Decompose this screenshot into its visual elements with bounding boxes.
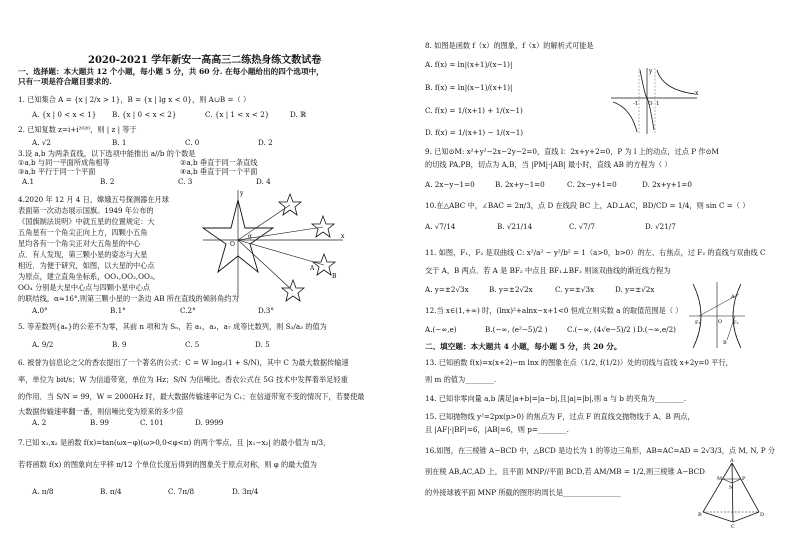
q3-option-a: A.1: [22, 177, 35, 186]
star-label-y: y: [240, 190, 244, 197]
star-label-x: x: [341, 233, 345, 240]
q4-line-9: OO₄ 分别是大星中心点与四颗小星中心点: [18, 283, 150, 292]
tet-label-p: P: [742, 476, 746, 482]
q11-option-c: C. y=±√3x: [555, 285, 595, 294]
q12-option-b: B.(−∞, (e²−5)/2 ): [485, 325, 548, 334]
question-5: 5. 等差数列{aₙ}的公差不为零，其前 n 项和为 Sₙ，若 a₁，a₃，a₇ 成等比数列，则 S₃/a₃ 的值为: [18, 322, 327, 331]
q15-line-1: 15. 已知抛物线 y²=2px(p>0) 的焦点为 F，过点 F 的直线交抛物线于 A、B 两点，: [425, 412, 695, 421]
q2-option-a: A. √2: [32, 138, 51, 147]
q6-option-b: B. 99: [90, 418, 109, 427]
q10-option-d: D. √21/7: [645, 222, 676, 231]
q4-line-6: 点．有人发现，第三颗小星的姿态与大星: [18, 250, 148, 259]
q7-option-c: C. 7π/8: [168, 487, 195, 496]
tet-label-m: M: [717, 476, 723, 482]
tet-label-b: B: [698, 512, 702, 518]
q3-option-c: C. 3: [178, 177, 193, 186]
q8-option-d: D. f(x) = 1/(x+1) − 1/(x−1): [425, 128, 524, 137]
q9-option-b: B. 2x+y−1=0: [495, 180, 545, 189]
q1-option-d: D. ℝ: [290, 110, 307, 119]
q15-line-2: 且 |AF|·|BF|=6，|AB|=6，则 p=________.: [425, 425, 569, 434]
tet-label-n: N: [729, 485, 734, 491]
q5-option-d: D. 5: [255, 340, 270, 349]
q6-option-a: A. 2: [32, 418, 47, 427]
question-14: 14. 已知非零向量 a,b 满足|a+b|=|a−b|,且|a|=|b|,则 a 与 b 的夹角为________.: [425, 394, 687, 403]
q6-line-2: 率，单位为 bit/s；W 为信道带宽，单位为 Hz；S/N 为信噪比。香农公式在 5G 技术中发挥着举足轻重: [18, 375, 348, 384]
q9-option-a: A. 2x−y−1=0: [425, 180, 475, 189]
q13-line-2: 则 m 的值为________.: [425, 375, 497, 384]
q5-option-c: C. 5: [185, 340, 200, 349]
q1-option-b: B. {x | 0 < x < 2}: [112, 110, 177, 119]
question-12: 12.当 x∈(1,+∞) 时，(lnx)²+alnx−x+1<0 恒成立则实数 a 的取值范围是（ ）: [425, 306, 683, 315]
star-label-a: A: [310, 265, 315, 272]
q4-line-4: 五角星有一个角尖正向上方，四颗小五角: [18, 228, 148, 237]
hyp-label-o: O: [718, 319, 723, 325]
q4-line-1: 4.2020 年 12 月 4 日，嫦娥五号探测器在月球: [18, 195, 169, 204]
q3-statement-2: ②a,b 垂直于同一条直线: [180, 158, 258, 167]
q4-option-a: A.0°: [32, 306, 48, 315]
q11-option-d: D. y=±√2x: [615, 285, 655, 294]
q7-line-2: 若将函数 f(x) 的图象向左平移 π/12 个单位长度后得到的图象关于原点对称，则 φ 的最大值为: [18, 460, 317, 469]
q4-line-5: 星均各有一个角尖正对大五角星的中心: [18, 239, 141, 248]
function-graph-figure: [609, 66, 699, 136]
q3-option-b: B. 2: [100, 177, 115, 186]
q4-line-8: 为原点，建立直角坐标系，OO₁,OO₂,OO₃,: [18, 272, 156, 281]
q7-option-b: B. π/4: [100, 487, 122, 496]
hyp-label-b: B: [723, 340, 727, 346]
q4-line-3: 《国旗制法说明》中就五星的位置规定：大: [18, 217, 155, 226]
q6-option-c: C. 101: [140, 418, 164, 427]
q8-option-c: C. f(x) = 1/(x+1) + 1/(x−1): [425, 106, 523, 115]
q3-statement-3: ③a,b 平行于同一个平面: [18, 167, 96, 176]
q12-option-c: C.(−∞, (4√e−5)/2 ): [567, 325, 636, 334]
q2-option-d: D. 2: [258, 138, 273, 147]
q5-option-b: B. 9: [112, 340, 127, 349]
q10-option-b: B. √21/14: [497, 222, 533, 231]
q6-line-4: 大数据传输速率翻一番，则信噪比变为原来的多少倍: [18, 407, 184, 416]
q3-option-d: D. 4: [256, 177, 271, 186]
hyp-label-f1: F₁: [695, 320, 701, 326]
q4-option-b: B.1°: [110, 306, 126, 315]
q11-line-1: 11. 如图，F₁，F₂ 是双曲线 C: x²/a² − y²/b² = 1（a>0，b>0）的左、右焦点，过 F₂ 的直线与双曲线 C: [425, 248, 766, 257]
q5-option-a: A. 9/2: [32, 340, 54, 349]
q3-statement-4: ④a,b 垂直于同一个平面: [180, 167, 258, 176]
graph-label-o: O: [648, 101, 653, 107]
section-1-heading-2: 只有一项是符合题目要求的.: [18, 77, 112, 86]
q9-line-2: 的切线 PA,PB，切点为 A,B，当 |PM|·|AB| 最小时，直线 AB 的方程为（ ）: [425, 160, 672, 169]
graph-label-1: 1: [656, 101, 660, 107]
q7-line-1: 7.已知 x₁,x₂ 是函数 f(x)=tan(ωx−φ)(ω>0,0<φ<π) 的两个零点，且 |x₁−x₂| 的最小值为 π/3，: [18, 438, 331, 447]
q16-line-1: 16.如图，在三棱锥 A−BCD 中，△BCD 是边长为 1 的等边三角形，AB=AC=AD = 2√3/3，点 M, N, P 分: [425, 446, 776, 455]
star-label-b: B: [332, 273, 337, 280]
q9-option-d: D. 2x+y+1=0: [642, 180, 692, 189]
q1-option-a: A. {x | 0 < x < 1}: [32, 110, 97, 119]
q10-option-c: C. √7/7: [569, 222, 595, 231]
star-label-alpha: α: [248, 233, 253, 240]
q6-line-1: 6. 被誉为信息论之父的香农提出了一个著名的公式：C = W log₂(1 + S/N)，其中 C 为最大数据传输速: [18, 358, 349, 367]
q1-option-c: C. {x | 1 < x < 2}: [205, 110, 270, 119]
q12-option-d: D.(−∞,e/2): [637, 325, 676, 334]
tet-label-d: D: [760, 512, 765, 518]
exam-title: 2020-2021 学年新安一高高三二练热身练文数试卷: [88, 55, 322, 66]
q6-option-d: D. 9999: [195, 418, 224, 427]
hyp-label-a: A: [731, 294, 735, 300]
q3-statement-1: ①a,b 与同一平面所成角相等: [18, 158, 110, 167]
tet-label-a: A: [730, 458, 734, 464]
q11-option-b: B. y=±2√2x: [489, 285, 533, 294]
q4-line-2: 表面第一次动态展示国旗。1949 年公布的: [18, 206, 154, 215]
question-8: 8. 如图是函数 f（x）的图象，f（x）的解析式可能是: [425, 41, 594, 50]
question-3: 3.设 a,b 为两条直线，以下选项中能推出 a//b 的个数是: [18, 149, 196, 158]
q4-option-d: D.3°: [258, 306, 274, 315]
q9-line-1: 9. 已知⊙M: x²+y²−2x−2y−2=0，直线 l：2x+y+2=0，P 为 l 上的动点，过点 P 作⊙M: [425, 147, 719, 156]
hyp-label-f2: F₂: [733, 320, 739, 326]
question-2: 2. 已知复数 z=i+i²⁰²⁰，则 | z | 等于: [18, 125, 137, 134]
star-figure: [198, 188, 348, 303]
q9-option-c: C. 2x−y+1=0: [567, 180, 617, 189]
q4-line-10: 的联结线，α≈16°,则第三颗小星的一条边 AB 所在直线的倾斜角约为: [18, 294, 239, 303]
hyperbola-figure: [687, 280, 747, 350]
graph-label-x: x: [695, 90, 699, 97]
q6-line-3: 的作用．当 S/N = 99，W = 2000Hz 时，最大数据传输速率记为 C₁；在信道带宽不变的情况下，若要使最: [18, 392, 365, 401]
q11-option-a: A. y=±2√3x: [425, 285, 469, 294]
q2-option-b: B. 1: [112, 138, 127, 147]
q16-line-2: 别在棱 AB,AC,AD 上，且平面 MNP//平面 BCD,若 AM/MB = 1/2,则三棱锥 A−BCD: [425, 467, 705, 476]
question-10: 10.在△ABC 中，∠BAC = 2π/3，点 D 在线段 BC 上，AD⊥AC，BD/CD = 1/4，则 sin C =（ ）: [425, 201, 750, 210]
q4-option-c: C.2°: [180, 306, 196, 315]
q7-option-a: A. π/8: [32, 487, 54, 496]
tet-label-c: C: [731, 524, 735, 528]
q8-option-a: A. f(x) = ln|(x+1)/(x−1)|: [425, 60, 513, 69]
star-label-o: O: [230, 241, 235, 248]
q12-option-a: A.(−∞,e): [425, 325, 457, 334]
q11-line-2: 交于 A，B 两点．若 A 是 BF₂ 中点且 BF₁⊥BF₂ 则该双曲线的渐近线方程为: [425, 266, 671, 275]
q10-option-a: A. √7/14: [425, 222, 456, 231]
graph-label-minus1: -1: [633, 101, 639, 107]
q13-line-1: 13. 已知函数 f(x)=x(x+2)−m lnx 的图象在点（1/2, f(1/2)）处的切线与直线 x+2y=0 平行，: [425, 358, 733, 367]
graph-label-y: y: [649, 68, 653, 75]
q8-option-b: B. f(x) = ln|(x−1)/(x+1)|: [425, 83, 513, 92]
q4-line-7: 相近．为便于研究，如图，以大星的中心点: [18, 261, 155, 270]
q7-option-d: D. 3π/4: [232, 487, 259, 496]
question-1: 1. 已知集合 A = {x | 2/x > 1}，B = {x | lg x < 0}，则 A∪B =（ ）: [18, 95, 251, 104]
section-1-heading: 一、选择题：本大题共 12 个小题，每小题 5 分，共 60 分. 在每小题给出的四个选项中，: [18, 67, 324, 76]
q16-line-3: 的外接球被平面 MNP 所截的图形的周长是________________: [425, 488, 621, 497]
tetrahedron-figure: [697, 458, 767, 528]
section-2-heading: 二、填空题：本大题共 4 小题，每小题 5 分，共 20 分。: [425, 342, 622, 351]
q2-option-c: C. 0: [185, 138, 200, 147]
